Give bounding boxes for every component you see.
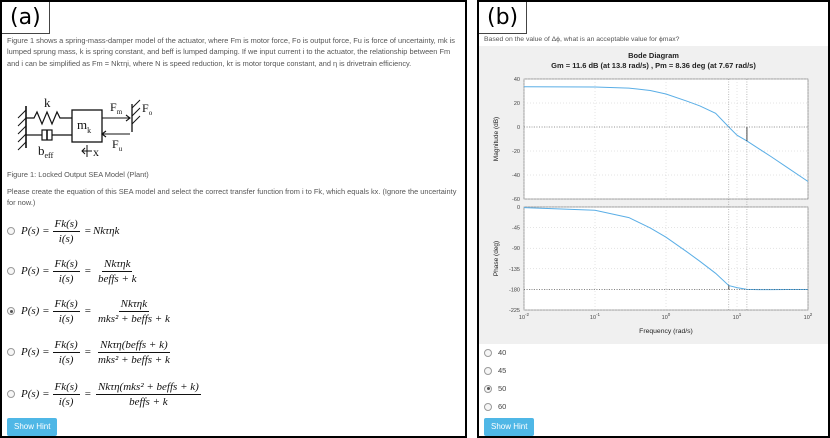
y-tick-label: -135 (508, 266, 520, 273)
phase-axis-label: Phase (deg) (493, 240, 500, 277)
bode-subtitle: Gm = 11.6 dB (at 13.8 rad/s) , Pm = 8.36 deg (at 7.67 rad/s) (551, 61, 756, 70)
output-force-label: F (142, 101, 149, 115)
y-tick-label: -225 (508, 308, 520, 314)
question-text-a: Please create the equation of this SEA model and select the correct transfer function from i to Fk, which equals kx. (Ignore the uncertainty for now.) (7, 187, 457, 208)
y-tick-label: 0 (516, 125, 520, 131)
bode-plot-svg (479, 46, 828, 344)
option-3-denominator: mks² + beffs + k (97, 312, 170, 325)
spring-symbol (26, 112, 72, 124)
x-tick-label: $10^2$ (803, 312, 813, 321)
option-4-denominator: mks² + beffs + k (97, 353, 170, 366)
choice-label: 50 (498, 384, 507, 393)
answer-option-5[interactable]: P(s) = $\frac{Fk(s)}{i(s)}$ = $\frac{\text{Nkτη(mks² + beffs + k)}}{\text{beffs + k}}$ (7, 377, 204, 411)
uncertainty-force-label: F (112, 137, 119, 151)
option-2-denominator: beffs + k (97, 272, 137, 285)
y-tick-label: -60 (512, 197, 520, 203)
damper-label: b (38, 143, 45, 158)
show-hint-button[interactable]: Show Hint (484, 418, 534, 436)
radio-button-selected[interactable] (7, 307, 15, 315)
svg-text:Fm: $F_m$ (110, 100, 123, 116)
x-tick-label: $10^{-1}$ (589, 312, 601, 321)
radio-button[interactable] (484, 349, 492, 357)
bode-diagram-figure (479, 46, 828, 344)
figure-caption: Figure 1: Locked Output SEA Model (Plant) (7, 170, 149, 179)
choice-option-1[interactable] (484, 348, 506, 357)
svg-text:mk: $m_k$ (77, 117, 92, 135)
question-text-b: Based on the value of Δϕ, what is an acceptable value for ϕmax? (484, 36, 680, 43)
radio-button[interactable] (7, 390, 15, 398)
choice-option-3[interactable] (484, 384, 506, 393)
y-tick-label: -20 (512, 149, 520, 155)
answer-option-1[interactable]: P(s) = $\frac{Fk(s)}{i(s)}$ = Nkτηk (7, 214, 119, 248)
wall-hatch (18, 110, 26, 150)
svg-text:Fo: $F_o$ (142, 101, 153, 117)
y-tick-label: 40 (513, 77, 520, 83)
mass-label: m (77, 117, 88, 132)
choice-option-4[interactable] (484, 402, 506, 411)
option-5-numerator: Nkτη(mks² + beffs + k) (97, 380, 199, 393)
radio-button[interactable] (7, 227, 15, 235)
option-4-numerator: Nkτη(beffs + k) (100, 338, 168, 351)
x-tick-label: $10^{-2}$ (518, 312, 530, 321)
option-1-rhs: Nkτηk (92, 225, 120, 237)
y-tick-label: -180 (508, 287, 520, 294)
choice-option-2[interactable] (484, 366, 506, 375)
motor-force-label: F (110, 100, 117, 114)
panel-label-a: (a) (2, 2, 50, 34)
option-5-denominator: beffs + k (129, 395, 168, 408)
choice-label: 40 (498, 348, 507, 357)
y-tick-label: -40 (512, 173, 520, 179)
radio-button[interactable] (484, 367, 492, 375)
radio-button[interactable] (7, 267, 15, 275)
choice-label: 60 (498, 402, 507, 411)
y-tick-label: -45 (512, 225, 520, 232)
answer-option-4[interactable]: P(s) = $\frac{Fk(s)}{i(s)}$ = $\frac{\text{Nkτη(beffs + k)}}{\text{mks² + beffs + k}}$ (7, 335, 175, 369)
option-3-numerator: Nkτηk (120, 297, 148, 310)
y-tick-label: 0 (516, 205, 520, 211)
x-tick-label: $10^1$ (732, 312, 742, 321)
answer-option-3[interactable]: P(s) = $\frac{Fk(s)}{i(s)}$ = $\frac{\text{Nkτηk}}{\text{mks² + beffs + k}}$ (7, 294, 175, 328)
y-tick-label: 20 (513, 101, 520, 107)
radio-button-selected[interactable] (484, 385, 492, 393)
bode-title: Bode Diagram (628, 51, 679, 60)
frequency-axis-label: Frequency (rad/s) (639, 328, 693, 335)
panel-b (477, 0, 830, 438)
show-hint-button[interactable]: Show Hint (7, 418, 57, 436)
choice-label: 45 (498, 366, 507, 375)
panel-label-b: (b) (479, 2, 527, 34)
y-tick-label: -90 (512, 246, 520, 253)
x-tick-label: $10^0$ (661, 312, 671, 321)
magnitude-axis-label: Magnitude (dB) (493, 116, 500, 162)
answer-option-2[interactable]: P(s) = $\frac{Fk(s)}{i(s)}$ = $\frac{\text{Nkτηk}}{\text{beffs + k}}$ (7, 254, 142, 288)
displacement-label: x (93, 145, 99, 159)
radio-button[interactable] (484, 403, 492, 411)
problem-intro-text: Figure 1 shows a spring-mass-damper model of the actuator, where Fm is motor force, Fo is output force, Fu is force of uncertainty, mk is lumped sprung mass, k is spring constant, and beff is lumped damping. If we input current i to the actuator, the relationship between Fm and i can be simplified as Fm = Nkτηi, where N is speed reduction, kτ is motor torque constant, and η is drivetrain efficiency. (7, 36, 455, 68)
svg-text:Fu: $F_u$ (112, 137, 123, 153)
radio-button[interactable] (7, 348, 15, 356)
svg-text:beff: $b_{eff}$ (38, 143, 54, 160)
option-2-numerator: Nkτηk (103, 257, 131, 270)
sea-model-diagram (14, 96, 174, 162)
spring-label: k (44, 96, 51, 110)
